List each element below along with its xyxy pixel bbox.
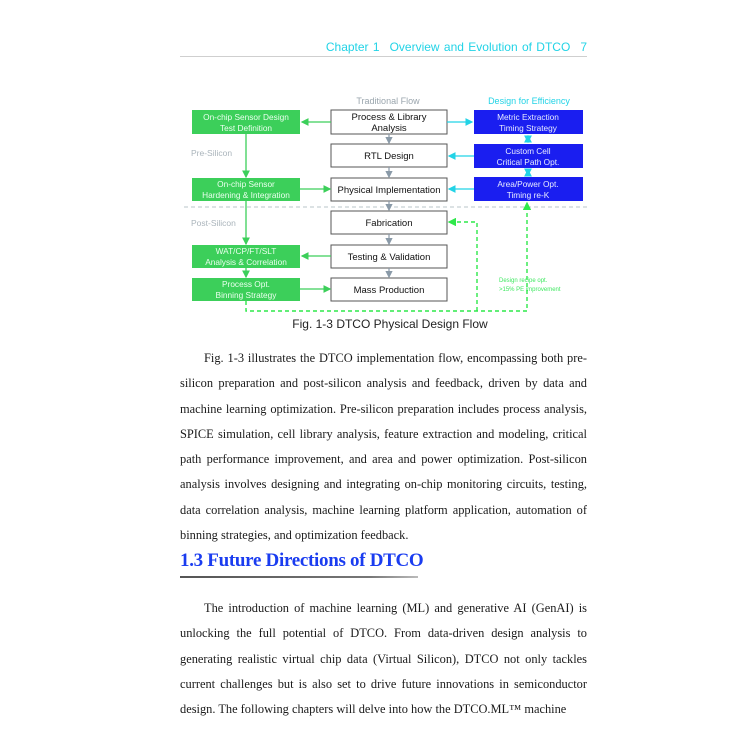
box-label-line2: Hardening & Integration [202, 190, 290, 200]
paragraph-flow-description [180, 346, 587, 548]
step-label-line2: Analysis [371, 123, 407, 134]
paragraph-text: The introduction of machine learning (ML) and generative AI (GenAI) is unlocking the full potential of DTCO. From data-driven design analysis to generating realistic virtual chip data (Virtual Silicon), DTCO not only tackles current challenges but is also set to drive future innovations in semiconductor design. The following chapters will delve into how the DTCO.ML™ machine [180, 601, 587, 717]
step-label: Physical Implementation [337, 185, 441, 196]
phase-label-post-silicon: Post-Silicon [191, 218, 236, 228]
box-label-line2: Timing re-K [506, 190, 550, 200]
feedback-note-line2: >15% PE improvement [499, 287, 561, 293]
green-box-wat-analysis [192, 245, 300, 268]
box-label-line1: On-chip Sensor Design [203, 112, 289, 122]
box-label-line1: Metric Extraction [497, 112, 559, 122]
box-label-line2: Test Definition [219, 123, 273, 133]
page-number: 7 [580, 40, 587, 54]
step-label: Mass Production [353, 285, 425, 296]
blue-box-metric-extraction [474, 110, 583, 134]
paragraph-future-directions [180, 596, 587, 722]
box-label-line1: WAT/CP/FT/SLT [215, 246, 277, 256]
step-label: Fabrication [365, 218, 413, 229]
dtco-flow-diagram [0, 0, 750, 330]
column-title-traditional: Traditional Flow [356, 96, 420, 106]
chapter-label: Chapter 1 [325, 40, 380, 54]
section-heading-rule [180, 576, 418, 578]
traditional-step-mass-production [331, 278, 447, 301]
box-label-line2: Binning Strategy [215, 290, 277, 300]
step-label: RTL Design [364, 151, 414, 162]
box-label-line2: Critical Path Opt. [496, 157, 560, 167]
box-label-line1: On-chip Sensor [217, 179, 275, 189]
box-label-line1: Custom Cell [505, 146, 551, 156]
green-box-process-opt [192, 278, 300, 301]
box-label-line1: Area/Power Opt. [497, 179, 559, 189]
step-label: Testing & Validation [347, 252, 431, 263]
box-label-line2: Analysis & Correlation [205, 257, 287, 267]
traditional-step-process-library [331, 110, 447, 134]
traditional-step-rtl-design [331, 144, 447, 167]
feedback-note-line1: Design recipe opt. [499, 278, 548, 284]
traditional-step-fabrication [331, 211, 447, 234]
blue-box-custom-cell [474, 144, 583, 168]
chapter-title: Overview and Evolution of DTCO [389, 40, 571, 54]
column-title-efficiency: Design for Efficiency [488, 96, 570, 106]
green-box-sensor-design [192, 110, 300, 134]
box-label-line2: Timing Strategy [499, 123, 557, 133]
section-heading: 1.3 Future Directions of DTCO [180, 550, 424, 571]
traditional-step-testing-validation [331, 245, 447, 268]
figure-caption: Fig. 1-3 DTCO Physical Design Flow [292, 317, 488, 331]
paragraph-text: Fig. 1-3 illustrates the DTCO implementation flow, encompassing both pre-silicon preparation and post-silicon analysis and feedback, driven by data and machine learning optimization. Pre-silicon preparation includes process analysis, SPICE simulation, cell library analysis, feature extraction and modeling, critical path performance improvement, and area and power optimization. Post-silicon analysis involves designing and integrating on-chip monitoring circuits, testing, data correlation analysis, machine learning platform application, automation of binning strategies, and optimization feedback. [180, 351, 587, 543]
step-label-line1: Process & Library [351, 112, 427, 123]
box-label-line1: Process Opt. [222, 279, 270, 289]
traditional-step-physical-implementation [331, 178, 447, 201]
phase-label-pre-silicon: Pre-Silicon [191, 148, 233, 158]
green-box-sensor-hardening [192, 178, 300, 201]
blue-box-area-power [474, 177, 583, 201]
